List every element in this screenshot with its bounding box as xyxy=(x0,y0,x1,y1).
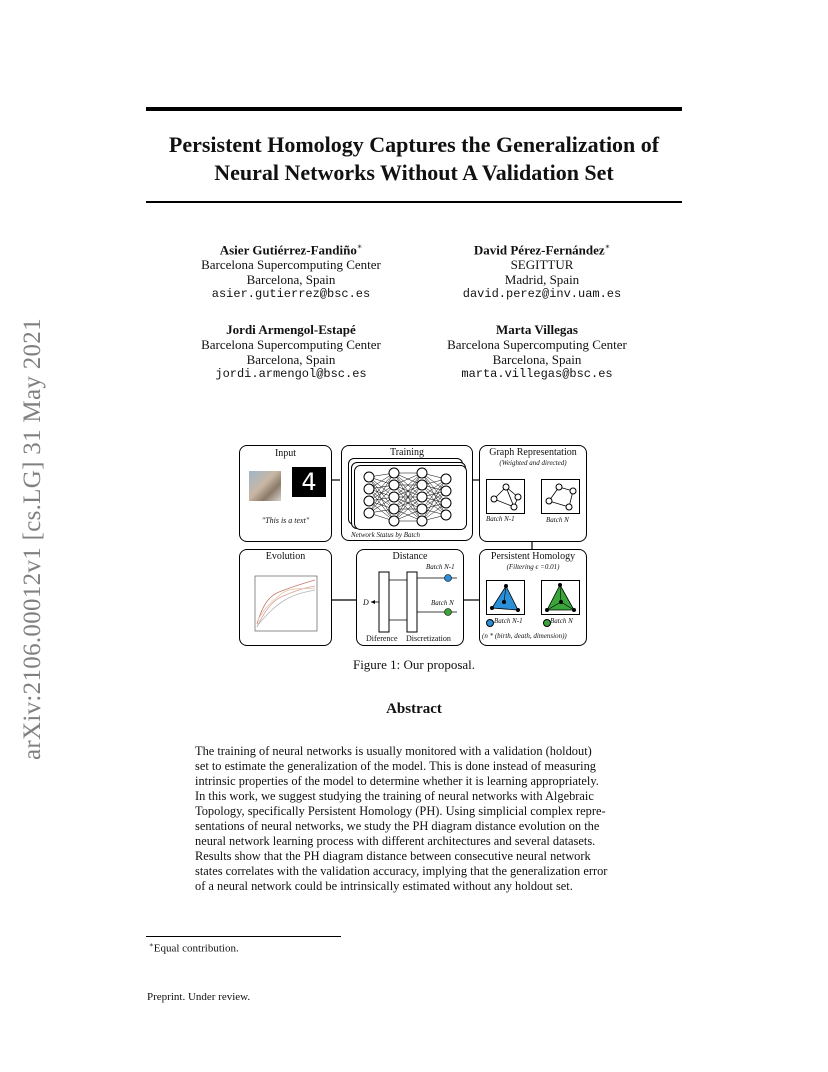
author-email[interactable]: jordi.armengol@bsc.es xyxy=(215,367,367,381)
distance-caption-right: Discretization xyxy=(406,634,451,643)
graph-subtitle: (Weighted and directed) xyxy=(499,459,567,467)
neural-network-diagram xyxy=(354,465,468,531)
footnote-rule xyxy=(146,936,341,937)
training-title: Training xyxy=(389,447,425,458)
author-name: David Pérez-Fernández xyxy=(473,242,605,258)
footnote-mark: ∗ xyxy=(149,941,154,949)
arxiv-stamp: arXiv:2106.00012v1 [cs.LG] 31 May 2021 xyxy=(19,318,46,760)
input-title: Input xyxy=(274,448,297,459)
abstract-line: Topology, specifically Persistent Homology (PH). Using simplicial complex repre- xyxy=(195,804,606,818)
title-line-1: Persistent Homology Captures the Generalization of xyxy=(168,132,660,157)
author-block-3 xyxy=(161,322,421,382)
abstract-line: neural network learning process with different architectures and several datasets. xyxy=(195,834,596,848)
author-name: Marta Villegas xyxy=(496,322,578,337)
author-email[interactable]: david.perez@inv.uam.es xyxy=(462,287,622,302)
equal-contribution-mark: ∗ xyxy=(356,242,363,251)
author-block-2 xyxy=(412,239,672,302)
input-image-digit: 4 xyxy=(292,467,326,497)
abstract-line: sentations of neural networks, we study the PH diagram distance evolution on the xyxy=(195,819,600,833)
graph-batch-n-1 xyxy=(486,479,526,515)
author-email[interactable]: asier.gutierrez@bsc.es xyxy=(211,287,371,302)
abstract-line: Results show that the PH diagram distance between consecutive neural network xyxy=(195,849,591,863)
abstract-heading: Abstract xyxy=(386,701,442,717)
ph-marker-blue xyxy=(486,619,494,627)
persistent-homology-panel xyxy=(479,549,587,646)
equal-contribution-mark: ∗ xyxy=(604,242,611,251)
author-email[interactable]: marta.villegas@bsc.es xyxy=(461,367,613,381)
author-location: Barcelona, Spain xyxy=(246,272,336,288)
ph-title: Persistent Homology xyxy=(490,551,576,562)
title-bottom-rule xyxy=(146,201,682,203)
evolution-title: Evolution xyxy=(265,551,306,562)
graph-panel xyxy=(479,445,587,542)
author-affiliation: Barcelona Supercomputing Center xyxy=(447,337,627,352)
abstract-line: In this work, we suggest studying the training of neural networks with Algebraic xyxy=(195,789,594,803)
abstract-line: set to estimate the generalization of the model. This is done instead of measuring xyxy=(195,759,596,773)
author-affiliation: Barcelona Supercomputing Center xyxy=(201,257,381,273)
figure-caption: Figure 1: Our proposal. xyxy=(352,657,476,672)
paper-title xyxy=(140,131,688,187)
ph-label-n-1: Batch N-1 xyxy=(494,617,523,625)
author-block-4 xyxy=(407,322,667,382)
abstract-line: The training of neural networks is usually monitored with a validation (holdout) xyxy=(195,744,592,758)
input-text-sample: "This is a text" xyxy=(261,516,310,525)
author-location: Barcelona, Spain xyxy=(492,352,582,367)
graph-label-n-1: Batch N-1 xyxy=(486,515,515,523)
input-image-ostrich xyxy=(249,471,281,501)
title-line-2: Neural Networks Without A Validation Set xyxy=(214,160,614,185)
abstract-line: intrinsic properties of the model to determine whether it is learning appropriately. xyxy=(195,774,599,788)
abstract-line: of a neural network could be intrinsically estimated without any holdout set. xyxy=(195,879,573,893)
evolution-panel xyxy=(239,549,332,646)
preprint-note: Preprint. Under review. xyxy=(147,991,251,1003)
footnote xyxy=(149,941,239,955)
distance-caption-left: Diference xyxy=(366,634,398,643)
distance-title: Distance xyxy=(392,551,428,562)
training-panel xyxy=(341,445,473,541)
author-affiliation: SEGITTUR xyxy=(510,257,574,273)
author-affiliation: Barcelona Supercomputing Center xyxy=(201,337,381,352)
ph-label-n: Batch N xyxy=(550,617,573,625)
author-name: Asier Gutiérrez-Fandiño xyxy=(219,242,357,258)
distance-label-top: Batch N-1 xyxy=(426,563,455,571)
author-location: Madrid, Spain xyxy=(504,272,580,288)
ph-simplex-batch-n-1 xyxy=(486,580,526,616)
ph-simplex-batch-n xyxy=(541,580,581,616)
distance-label-mid: Batch N xyxy=(431,599,454,607)
graph-batch-n xyxy=(541,479,581,515)
author-name: Jordi Armengol-Estapé xyxy=(226,322,356,337)
graph-title: Graph Representation xyxy=(489,447,577,458)
author-block-1 xyxy=(161,239,421,302)
title-top-rule xyxy=(146,107,682,111)
distance-panel xyxy=(356,549,464,646)
ph-subtitle: (Filtering ϵ =0.01) xyxy=(506,563,560,571)
distance-d-label: D xyxy=(363,598,369,607)
input-panel xyxy=(239,445,332,542)
evolution-plot xyxy=(245,564,327,642)
footnote-text: Equal contribution. xyxy=(153,942,239,955)
author-location: Barcelona, Spain xyxy=(246,352,336,367)
graph-label-n: Batch N xyxy=(546,516,569,524)
training-note: Network Status by Batch xyxy=(351,531,421,539)
abstract-line: states correlates with the validation accuracy, implying that the generalization error xyxy=(195,864,608,878)
abstract-body xyxy=(195,744,635,894)
ph-note: (n * (birth, death, dimension)) xyxy=(482,632,567,640)
